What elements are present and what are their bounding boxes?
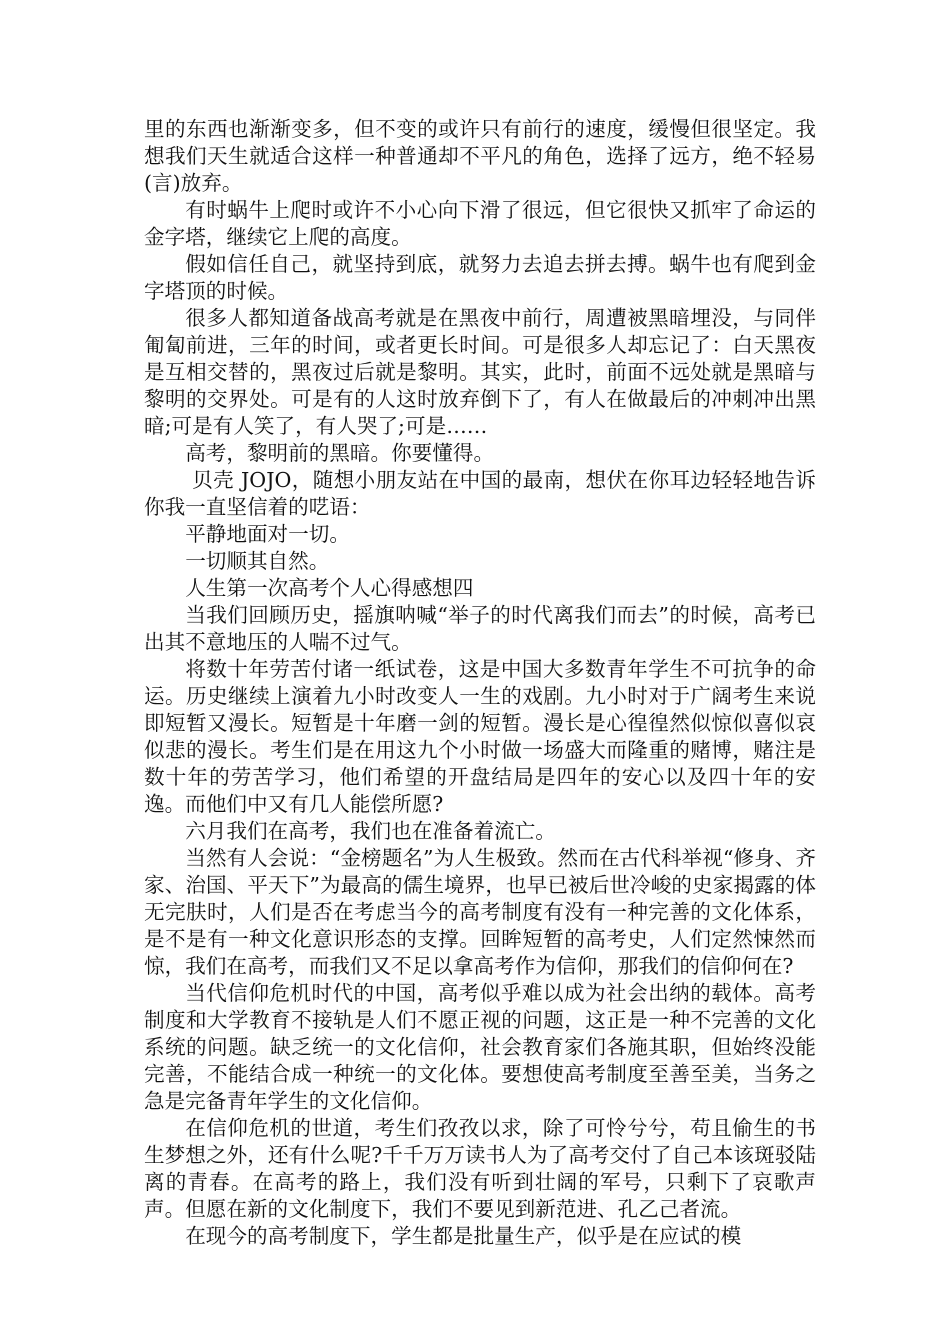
paragraph-5: 高考，黎明前的黑暗。你要懂得。 xyxy=(185,441,495,465)
paragraph-15: 在信仰危机的世道，考生们孜孜以求，除了可怜兮兮，苟且偷生的书生梦想之外，还有什么呢?千千万万读书人为了高考交付了自己本该斑驳陆离的青春。在高考的路上，我们没有听到壮阔的军号，只剩下了哀歌声声。但愿在新的文化制度下，我们不要见到新范进、孔乙己者流。 xyxy=(144,1116,816,1221)
paragraph-4: 很多人都知道备战高考就是在黑夜中前行，周遭被黑暗埋没，与同伴匍匐前进，三年的时间，或者更长时间。可是很多人却忘记了：白天黑夜是互相交替的，黑夜过后就是黎明。其实，此时，前面不远处就是黑暗与黎明的交界处。可是有的人这时放弃倒下了，有人在做最后的冲刺冲出黑暗;可是有人笑了，有人哭了;可是…… xyxy=(144,306,816,438)
paragraph-16: 在现今的高考制度下，学生都是批量生产，似乎是在应试的模 xyxy=(185,1224,742,1248)
paragraph-6: 贝壳 JOJO，随想小朋友站在中国的最南，想伏在你耳边轻轻地告诉你我一直坚信着的呓语： xyxy=(144,468,817,519)
paragraph-13: 当然有人会说：“金榜题名”为人生极致。然而在古代科举视“修身、齐家、治国、平天下”为最高的儒生境界，也早已被后世冷峻的史家揭露的体无完肤时，人们是否在考虑当今的高考制度有没有一种完善的文化体系，是不是有一种文化意识形态的支撑。回眸短暂的高考史，人们定然悚然而惊，我们在高考，而我们又不足以拿高考作为信仰，那我们的信仰何在? xyxy=(144,846,816,978)
paragraph-12: 六月我们在高考，我们也在准备着流亡。 xyxy=(185,819,556,843)
paragraph-11: 将数十年劳苦付诸一纸试卷，这是中国大多数青年学生不可抗争的命运。历史继续上演着九小时改变人一生的戏剧。九小时对于广阔考生来说即短暂又漫长。短暂是十年磨一剑的短暂。漫长是心徨徨然似惊似喜似哀似悲的漫长。考生们是在用这九个小时做一场盛大而隆重的赌博，赌注是数十年的劳苦学习，他们希望的开盘结局是四年的安心以及四十年的安逸。而他们中又有几人能偿所愿? xyxy=(144,657,816,816)
paragraph-2: 有时蜗牛上爬时或许不小心向下滑了很远，但它很快又抓牢了命运的金字塔，继续它上爬的高度。 xyxy=(144,198,816,249)
paragraph-14: 当代信仰危机时代的中国，高考似乎难以成为社会出纳的载体。高考制度和大学教育不接轨是人们不愿正视的问题，这正是一种不完善的文化系统的问题。缺乏统一的文化信仰，社会教育家们各施其职，但始终没能完善，不能结合成一种统一的文化体。要想使高考制度至善至美，当务之急是完备青年学生的文化信仰。 xyxy=(144,981,816,1113)
paragraph-7: 平静地面对一切。 xyxy=(185,522,350,546)
paragraph-8: 一切顺其自然。 xyxy=(185,549,330,573)
paragraph-10: 当我们回顾历史，摇旗呐喊“举子的时代离我们而去”的时候，高考已出其不意地压的人喘不过气。 xyxy=(144,603,816,654)
paragraph-1: 里的东西也渐渐变多，但不变的或许只有前行的速度，缓慢但很坚定。我想我们天生就适合这样一种普通却不平凡的角色，选择了远方，绝不轻易(言)放弃。 xyxy=(144,117,816,195)
document-body xyxy=(144,116,816,1250)
paragraph-3: 假如信任自己，就坚持到底，就努力去追去拼去搏。蜗牛也有爬到金字塔顶的时候。 xyxy=(144,252,816,303)
section-heading: 人生第一次高考个人心得感想四 xyxy=(185,576,474,600)
